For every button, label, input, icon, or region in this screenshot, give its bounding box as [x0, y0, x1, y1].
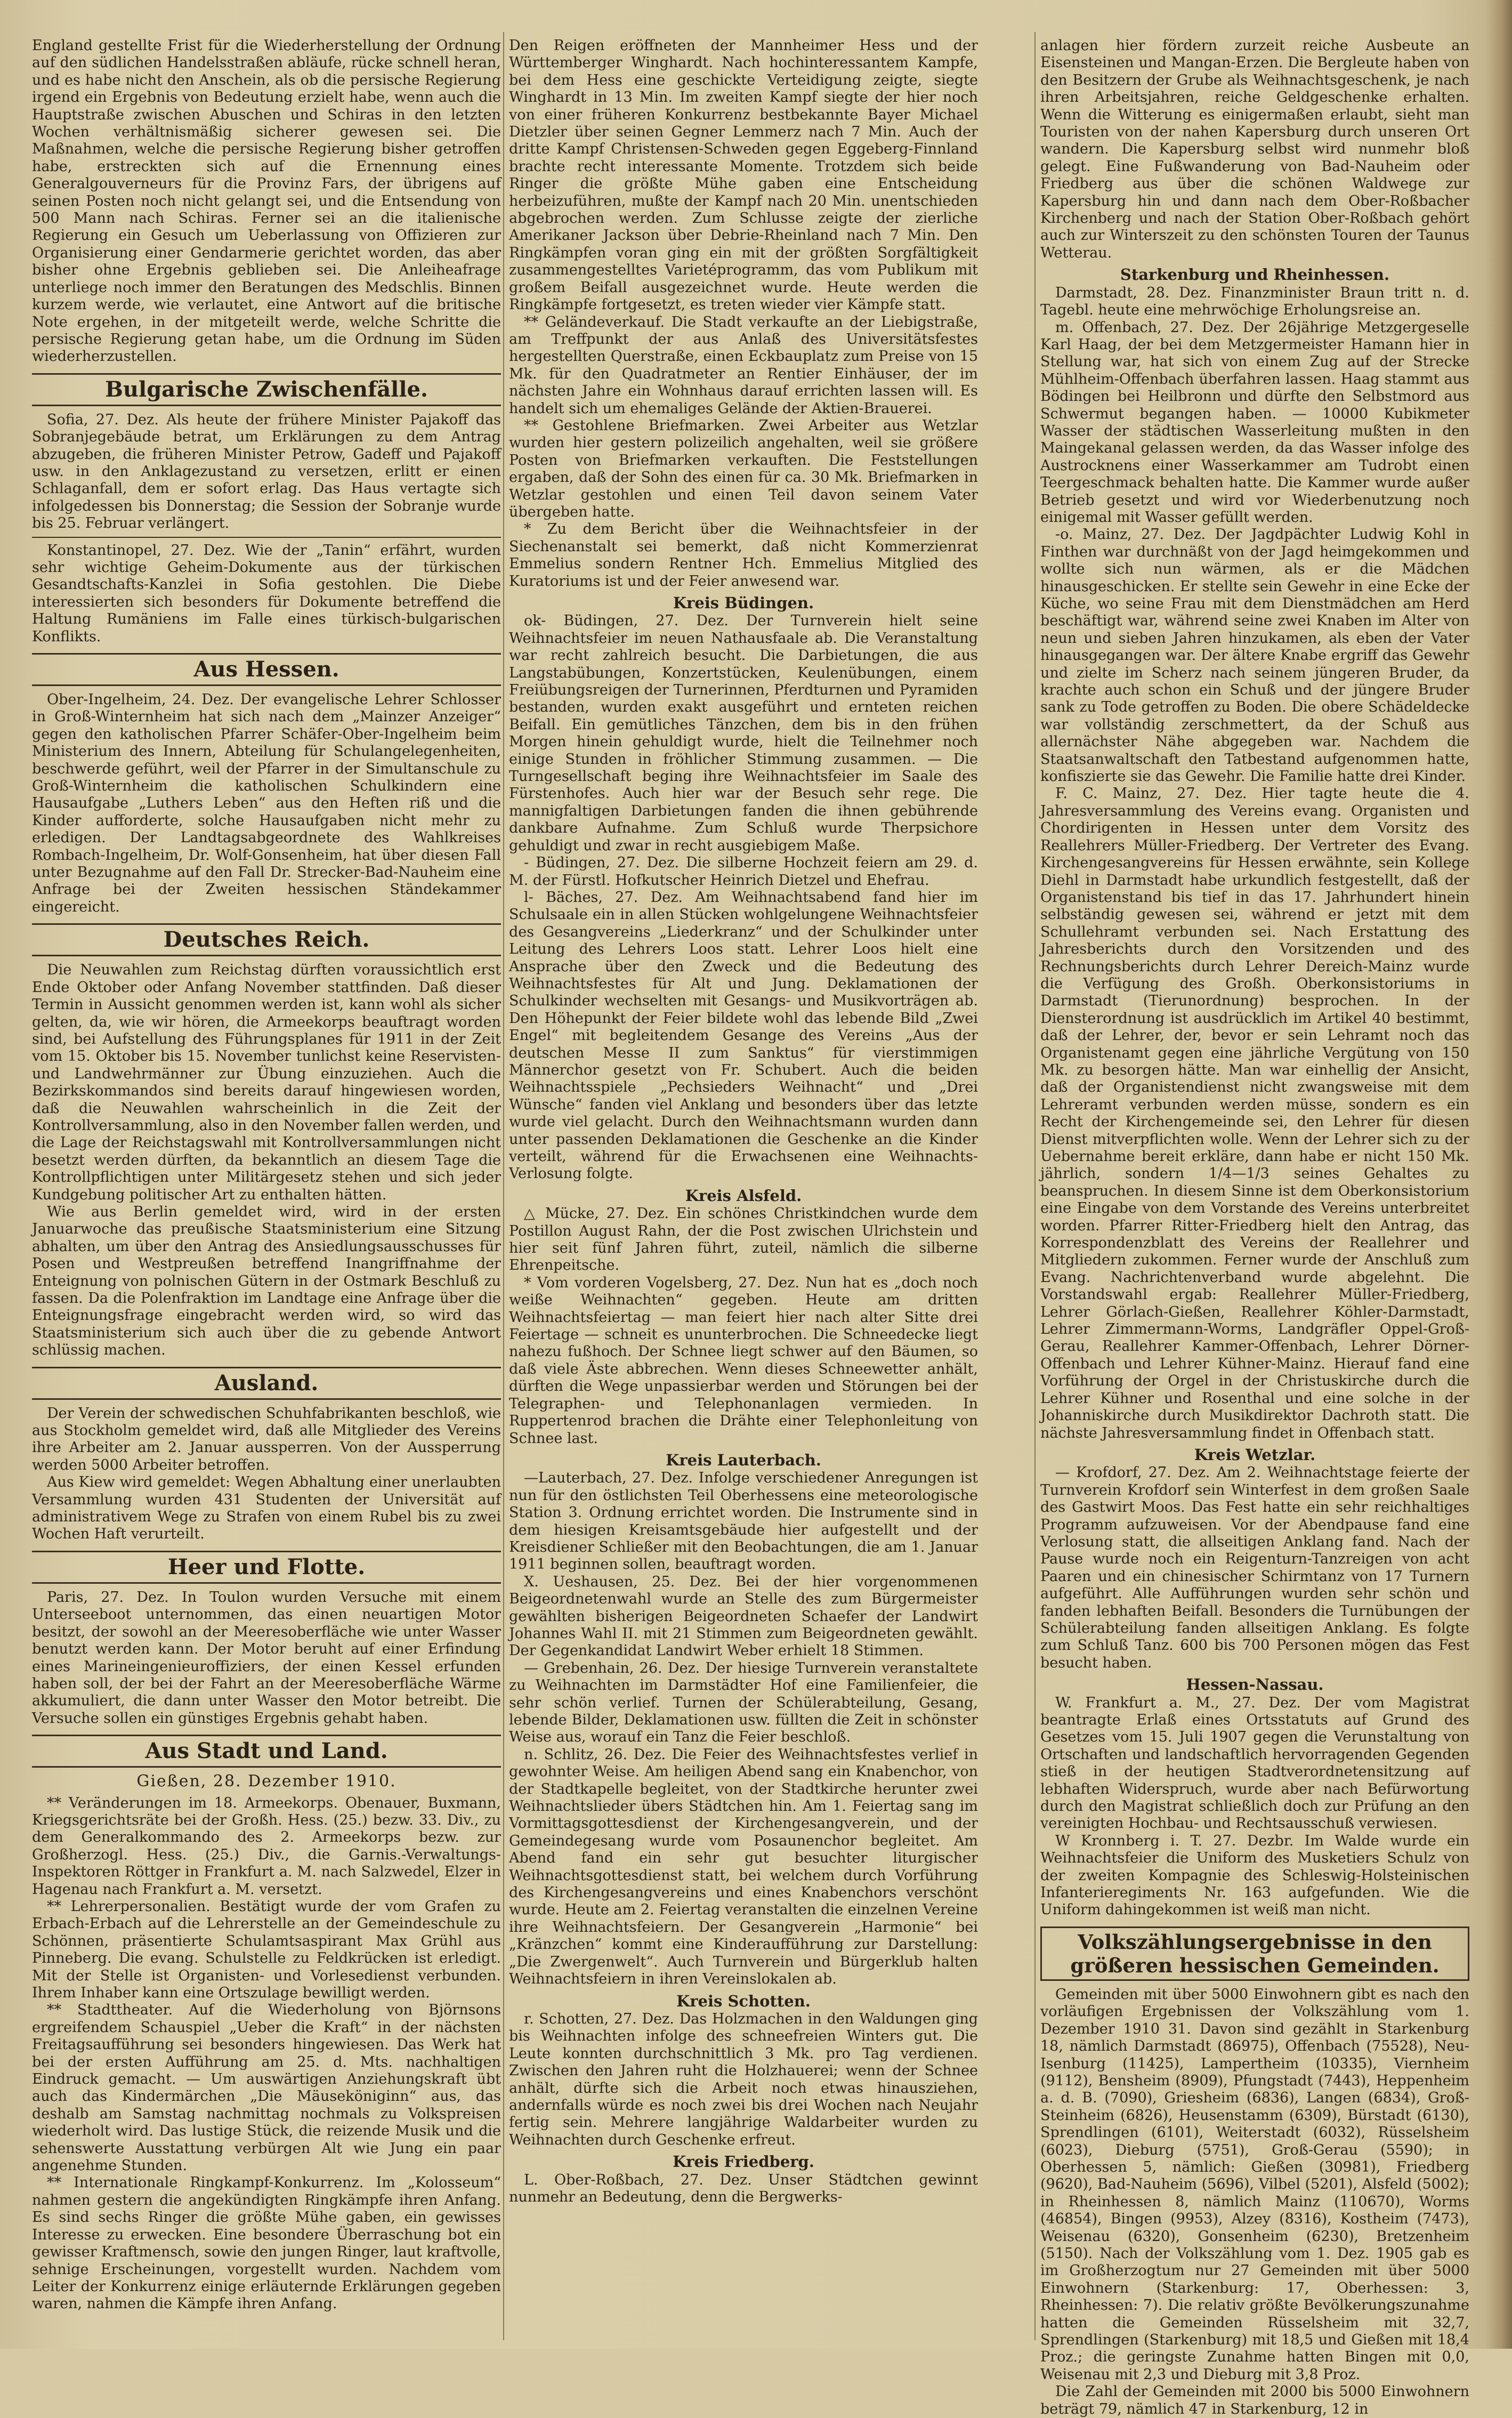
section-heading: Bulgarische Zwischenfälle.	[32, 373, 501, 406]
section-heading: Ausland.	[32, 1367, 501, 1400]
section-heading: Heer und Flotte.	[32, 1551, 501, 1584]
article-paragraph: ok- Büdingen, 27. Dez. Der Turnverein hielt seine Weihnachtsfeier im neuen Nathausfaale ab. Die Veranstaltung war recht zahlreich besucht. Die Darbietungen, die aus Langstabübungen, Konzertstücken, Keulenübungen, einem Freiübungsreigen der Turnerinnen, Pferdturnen und Pyramiden bestanden, wurden exakt ausgeführt und ernteten reichen Beifall. Ein gemütliches Tänzchen, dem bis in den frühen Morgen hinein gehuldigt wurde, hielt die Teilnehmer noch einige Stunden in fröhlicher Stimmung zusammen. — Die Turngesellschaft beging ihre Weihnachtsfeier im Saale des Fürstenhofes. Auch hier war der Besuch sehr rege. Die mannigfaltigen Darbietungen fanden die ihnen gebührende dankbare Aufnahme. Zum Schluß wurde Therpsichore gehuldigt und zwar in recht ausgiebigem Maße.	[509, 612, 978, 854]
article-paragraph: —Lauterbach, 27. Dez. Infolge verschiedener Anregungen ist nun für den östlichsten Teil Oberhessens eine meteorologische Station 3. Ordnung errichtet worden. Die Instrumente sind in dem hiesigen Kreisamtsgebäude hier aufgestellt und der Kreisdiener Schließer mit den Beobachtungen, die am 1. Januar 1911 beginnen sollen, beauftragt worden.	[509, 1470, 978, 1573]
article-paragraph: Den Reigen eröffneten der Mannheimer Hess und der Württemberger Winghardt. Nach hochinteressantem Kampfe, bei dem Hess eine geschickte Verteidigung zeigte, siegte Winghardt in 13 Min. Im zweiten Kampf siegte der hier noch von einer früheren Konkurrenz bestbekannte Bayer Michael Dietzler über seinen Gegner Lemmerz nach 7 Min. Auch der dritte Kampf Christensen-Schweden gegen Eggeberg-Finnland brachte recht interessante Momente. Trotzdem sich beide Ringer die größte Mühe gaben eine Entscheidung herbeizuführen, mußte der Kampf nach 20 Min. unentschieden abgebrochen werden. Zum Schlusse zeigte der zierliche Amerikaner Jackson über Debrie-Rheinland nach 7 Min. Den Ringkämpfen voran ging ein mit der größten Sorgfältigkeit zusammengestelltes Varietéprogramm, das vom Publikum mit großem Beifall ausgezeichnet wurde. Heute werden die Ringkämpfe fortgesetzt, es treten wieder vier Kämpfe statt.	[509, 37, 978, 313]
article-paragraph: Konstantinopel, 27. Dez. Wie der „Tanin“ erfährt, wurden sehr wichtige Geheim-Dokumente aus der türkischen Gesandtschafts-Kanzlei in Sofia gestohlen. Die Diebe interessierten sich besonders für Dokumente betreffend die Haltung Rumäniens im Falle eines türkisch-bulgarischen Konflikts.	[32, 542, 501, 645]
section-heading: Deutsches Reich.	[32, 923, 501, 956]
article-paragraph: * Zu dem Bericht über die Weihnachtsfeier in der Siechenanstalt sei bemerkt, daß nicht Kommerzienrat Emmelius sondern Rentner Hch. Emmelius Mitglied des Kuratoriums ist und der Feier anwesend war.	[509, 521, 978, 590]
article-paragraph: l- Bäches, 27. Dez. Am Weihnachtsabend fand hier im Schulsaale ein in allen Stücken wohlgelungene Weihnachtsfeier des Gesangvereins „Liederkranz“ und der Schulkinder unter Leitung des Lehrers Loos statt. Lehrer Loos hielt eine Ansprache über den Zweck und die Bedeutung des Weihnachtsfestes für Alt und Jung. Deklamationen der Schulkinder wechselten mit Gesangs- und Musikvorträgen ab. Den Höhepunkt der Feier bildete wohl das lebende Bild „Zwei Engel“ mit begleitendem Gesange des Vereins „Aus der deutschen Messe II zum Sanktus“ für vierstimmigen Männerchor gesetzt von Fr. Schubert. Auch die beiden Weihnachtsspiele „Pechsieders Weihnacht“ und „Drei Wünsche“ fanden viel Anklang und besonders über das letzte wurde viel gelacht. Durch den Weihnachtsmann wurden dann unter passenden Deklamationen die Geschenke an die Kinder verteilt, während für die Erwachsenen eine Weihnachts-Verlosung folgte.	[509, 889, 978, 1182]
article-paragraph: Ober-Ingelheim, 24. Dez. Der evangelische Lehrer Schlosser in Groß-Winternheim hat sich nach dem „Mainzer Anzeiger“ gegen den katholischen Pfarrer Schäfer-Ober-Ingelheim beim Ministerium des Innern, Abteilung für Schulangelegenheiten, beschwerde geführt, weil der Pfarrer in der Simultanschule zu Groß-Winternheim die katholischen Schulkindern eine Hausaufgabe „Luthers Leben“ aus den Heften riß und die Kinder aufforderte, solche Hausaufgaben nicht mehr zu erledigen. Der Landtagsabgeordnete des Wahlkreises Rombach-Ingelheim, Dr. Wolf-Gonsenheim, hat über diesen Fall unter Bezugnahme auf den Fall Dr. Strecker-Bad-Nauheim eine Anfrage bei der Zweiten hessischen Ständekammer eingereicht.	[32, 691, 501, 915]
article-paragraph: Gemeinden mit über 5000 Einwohnern gibt es nach den vorläufigen Ergebnissen der Volkszählung vom 1. Dezember 1910 31. Davon sind gezählt in Starkenburg 18, nämlich Darmstadt (86975), Offenbach (75528), Neu-Isenburg (11425), Lampertheim (10335), Viernheim (9112), Bensheim (8909), Pfungstadt (7443), Heppenheim a. d. B. (7090), Griesheim (6836), Langen (6834), Groß-Steinheim (6826), Heusenstamm (6309), Bürstadt (6130), Sprendlingen (6101), Weiterstadt (6032), Rüsselsheim (6023), Dieburg (5751), Groß-Gerau (5590); in Oberhessen 5, nämlich: Gießen (30981), Friedberg (9620), Bad-Nauheim (5696), Vilbel (5201), Alsfeld (5002); in Rheinhessen 8, nämlich Mainz (110670), Worms (46854), Bingen (9953), Alzey (8316), Kostheim (7473), Weisenau (6320), Gonsenheim (6230), Bretzenheim (5150). Nach der Volkszählung vom 1. Dez. 1905 gab es im Großherzogtum nur 27 Gemeinden mit über 5000 Einwohnern (Starkenburg: 17, Oberhessen: 3, Rheinhessen: 7). Die relativ größte Bevölkerungszunahme hatten die Gemeinden Rüsselsheim mit 32,7, Sprendlingen (Starkenburg) mit 18,5 und Gießen mit 18,4 Proz.; die geringste Zunahme hatten Bingen mit 0,0, Weisenau mit 2,3 und Dieburg mit 3,8 Proz.	[1040, 1986, 1469, 2383]
dateline: Gießen, 28. Dezember 1910.	[136, 1772, 397, 1791]
article-paragraph: Darmstadt, 28. Dez. Finanzminister Braun tritt n. d. Tagebl. heute eine mehrwöchige Erholungsreise an.	[1040, 284, 1469, 319]
article-paragraph: -o. Mainz, 27. Dez. Der Jagdpächter Ludwig Kohl in Finthen war durchnäßt von der Jagd heimgekommen und wollte sich nun wärmen, als er die Mädchen hinausgeschicken. Er stellte sein Gewehr in eine Ecke der Küche, wo seine Frau mit dem Dienstmädchen am Herd beschäftigt war, während seine zwei Knaben im Alter von neun und sieben Jahren hinzukamen, als eben der Vater hinausgegangen war. Der ältere Knabe ergriff das Gewehr und zielte im Scherz nach seinem jüngeren Bruder, da krachte auch schon ein Schuß und der jüngere Bruder sank zu Tode getroffen zu Boden. Die obere Schädeldecke war vollständig zerschmettert, da der Schuß aus allernächster Nähe abgegeben war. Nachdem die Staatsanwaltschaft den Tatbestand aufgenommen hatte, konfiszierte sie das Gewehr. Die Familie hatte drei Kinder.	[1040, 526, 1469, 785]
article-paragraph: Wie aus Berlin gemeldet wird, wird in der ersten Januarwoche das preußische Staatsministerium eine Sitzung abhalten, um über den Antrag des Ansiedlungsausschusses für Posen und Westpreußen betreffend Inangriffnahme der Enteignung von polnischen Gütern in der Ostmark Beschluß zu fassen. Da die Polenfraktion im Landtage eine Anfrage über die Enteignungsfrage eingebracht werden wird, so wird das Staatsministerium sich auch über die zu gebende Antwort schlüssig machen.	[32, 1203, 501, 1359]
district-heading: Kreis Wetzlar.	[1194, 1445, 1316, 1464]
article-paragraph: r. Schotten, 27. Dez. Das Holzmachen in den Waldungen ging bis Weihnachten infolge des schneefreien Winters gut. Die Leute konnten durchschnittlich 3 Mk. pro Tag verdienen. Zwischen den Jahren ruht die Holzhauerei; wenn der Schnee anhält, dürfte sich die Arbeit noch etwas hinausziehen, andernfalls würde es noch zwei bis drei Wochen nach Neujahr fertig sein. Mehrere langjährige Waldarbeiter wurden zu Weihnachten durch Geschenke erfreut.	[509, 2010, 978, 2148]
district-heading: Kreis Lauterbach.	[666, 1450, 821, 1469]
article-paragraph: ** Gestohlene Briefmarken. Zwei Arbeiter aus Wetzlar wurden hier gestern polizeilich angehalten, weil sie größere Posten von Briefmarken verkauften. Die Feststellungen ergaben, daß der Sohn des einen für ca. 30 Mk. Briefmarken in Wetzlar gestohlen und einen Teil davon seinem Vater übergeben hatte.	[509, 417, 978, 520]
article-paragraph: England gestellte Frist für die Wiederherstellung der Ordnung auf den südlichen Handelsstraßen abläufe, rücke schnell heran, und es habe nicht den Anschein, als ob die persische Regierung irgend ein Ergebnis von Bedeutung erzielt habe, wenn auch die Hauptstraße zwischen Abuschen und Schiras in den letzten Wochen verhältnismäßig sicherer gewesen sei. Die Maßnahmen, welche die persische Regierung bisher getroffen habe, erstreckten sich auf die Ernennung eines Generalgouverneurs für die Provinz Fars, der übrigens auf seinen Posten noch nicht gelangt sei, und die Entsendung von 500 Mann nach Schiras. Ferner sei an die italienische Regierung ein Gesuch um Ueberlassung von Offizieren zur Organisierung einer Gendarmerie gerichtet worden, das aber bisher ohne Ergebnis geblieben sei. Die Anleiheafrage unterliege noch immer den Beratungen des Medschlis. Binnen kurzem werde, wie verlautet, eine Antwort auf die britische Note ergehen, in der mitgeteilt werde, welche Schritte die persische Regierung getan habe, um die Ordnung im Süden wiederherzustellen.	[32, 37, 501, 365]
article-paragraph: Die Neuwahlen zum Reichstag dürften voraussichtlich erst Ende Oktober oder Anfang November stattfinden. Daß dieser Termin in Aussicht genommen werden ist, kann wohl als sicher gelten, da, wie wir hören, die Armeekorps beauftragt worden sind, bei Aufstellung des Führungsplanes für 1911 in der Zeit vom 15. Oktober bis 15. November tunlichst keine Reservisten- und Landwehrmänner zur Übung einzuziehen. Auch die Bezirkskommandos sind bereits darauf hingewiesen worden, daß die Neuwahlen wahrscheinlich in die Zeit der Kontrollversammlung, also in den November fallen werden, und die Lage der Reichstagswahl mit Kontrollversammlungen nicht besetzt werden dürften, da bekanntlich an diesem Tage die Kontrollpflichtigen unter Militärgesetz stehen und sich jeder Kundgebung politischer Art zu enthalten hätten.	[32, 962, 501, 1203]
page-edge-shadow	[1485, 0, 1512, 2349]
article-paragraph: — Grebenhain, 26. Dez. Der hiesige Turnverein veranstaltete zu Weihnachten im Darmstädter Hof eine Familienfeier, die sehr schön verlief. Turnen der Schülerabteilung, Gesang, lebende Bilder, Deklamationen usw. füllten die Zeit in schönster Weise aus, worauf ein Tanz die Feier beschloß.	[509, 1659, 978, 1746]
article-paragraph: Die Zahl der Gemeinden mit 2000 bis 5000 Einwohnern beträgt 79, nämlich 47 in Starkenburg, 12 in	[1040, 2383, 1469, 2417]
article-paragraph: W Kronnberg i. T. 27. Dezbr. Im Walde wurde ein Weihnachtsfeier die Uniform des Musketiers Schulz von der zweiten Kompagnie des Schleswig-Holsteinischen Infanterieregiments Nr. 163 aufgefunden. Wie die Uniform dahingekommen ist weiß man nicht.	[1040, 1832, 1469, 1919]
article-paragraph: Sofia, 27. Dez. Als heute der frühere Minister Pajakoff das Sobranjegebäude betrat, um Erklärungen zu dem Antrag abzugeben, die früheren Minister Petrow, Gadeff und Pajakoff usw. in den Anklagezustand zu versetzen, erlitt er einen Schlaganfall, dem er sofort erlag. Das Haus vertagte sich infolgedessen bis Donnerstag; die Session der Sobranje wurde bis 25. Februar verlängert.	[32, 411, 501, 532]
article-paragraph: anlagen hier fördern zurzeit reiche Ausbeute an Eisensteinen und Mangan-Erzen. Die Bergleute haben von den Besitzern der Grube als Weihnachtsgeschenk, je nach ihren Arbeitsjahren, reiche Geldgeschenke erhalten. Wenn die Witterung es einigermaßen erlaubt, sieht man Touristen von der nahen Kapersburg durch unseren Ort wandern. Die Kapersburg selbst wird nunmehr bloß gelegt. Eine Fußwanderung von Bad-Nauheim oder Friedberg aus über die schönen Waldwege zur Kapersburg hin und dann nach dem Ober-Roßbacher Kirchenberg und nach der Station Ober-Roßbach gehört auch zur Winterszeit zu den schönsten Touren der Taunus Wetterau.	[1040, 37, 1469, 261]
article-paragraph: Aus Kiew wird gemeldet: Wegen Abhaltung einer unerlaubten Versammlung wurden 431 Studenten der Universität auf administrativem Wege zu Strafen von einem Rubel bis zu zwei Wochen Haft verurteilt.	[32, 1474, 501, 1543]
column-1	[32, 37, 501, 2340]
article-paragraph: △ Mücke, 27. Dez. Ein schönes Christkindchen wurde dem Postillon August Rahn, der die Post zwischen Ulrichstein und hier seit fünf Jahren führt, zuteil, nämlich die silberne Ehrenpeitsche.	[509, 1205, 978, 1274]
column-rule-2	[1034, 32, 1036, 2340]
article-paragraph: Paris, 27. Dez. In Toulon wurden Versuche mit einem Unterseeboot unternommen, das einen neuartigen Motor besitzt, der sowohl an der Meeresoberfläche wie unter Wasser benutzt werden kann. Der Motor beruht auf einer Erfindung eines Marineingenieuroffiziers, der einen Kessel erfunden haben soll, der bei der Fahrt an der Meeresoberfläche Wärme akkumuliert, die dann unter Wasser den Motor betreibt. Die Versuche sollen ein günstiges Ergebnis gehabt haben.	[32, 1589, 501, 1727]
region-heading: Starkenburg und Rheinhessen.	[1120, 265, 1390, 284]
section-heading: Aus Hessen.	[32, 653, 501, 686]
region-heading: Hessen-Nassau.	[1186, 1675, 1324, 1694]
article-paragraph: - Büdingen, 27. Dez. Die silberne Hochzeit feiern am 29. d. M. der Fürstl. Hofkutscher Heinrich Dietzel und Ehefrau.	[509, 855, 978, 889]
article-paragraph: ** Veränderungen im 18. Armeekorps. Obenauer, Buxmann, Kriegsgerichtsräte bei der Großh. Hess. (25.) bezw. 33. Div., zu dem Generalkommando des 2. Armeekorps bezw. zur Großherzogl. Hess. (25.) Div., die Garnis.-Verwaltungs-Inspektoren Röttger in Frankfurt a. M. nach Salzwedel, Elzer in Hagenau nach Frankfurt a. M. versetzt.	[32, 1794, 501, 1898]
district-heading: Kreis Alsfeld.	[685, 1186, 802, 1205]
divider	[32, 537, 501, 538]
district-heading: Kreis Friedberg.	[673, 2153, 814, 2171]
district-heading: Kreis Büdingen.	[673, 594, 814, 612]
article-paragraph: ** Stadttheater. Auf die Wiederholung von Björnsons ergreifendem Schauspiel „Ueber die Kraft“ in der nächsten Freitagsaufführung sei besonders hingewiesen. Das Werk hat bei der ersten Aufführung am 25. d. Mts. nachhaltigen Eindruck gemacht. — Um auswärtigen Anziehungskraft übt auch das Kindermärchen „Die Mäuseköniginn“ aus, das deshalb am Samstag nachmittag nochmals zu Volkspreisen wiederholt wird. Das lustige Stück, die reizende Musik und die sehenswerte Ausstattung verbürgen Alt wie Jung ein paar angenehme Stunden.	[32, 2002, 501, 2174]
article-paragraph: ** Lehrerpersonalien. Bestätigt wurde der vom Grafen zu Erbach-Erbach auf die Lehrerstelle an der Gemeindeschule zu Schönnen, präsentierte Schulamtsaspirant Max Grühl aus Pinneberg. Die evang. Schulstelle zu Feldkrücken ist erledigt. Mit der Stelle ist Organisten- und Vorlesedienst verbunden. Ihrem Inhaber kann eine Ortszulage bewilligt werden.	[32, 1898, 501, 2001]
article-paragraph: F. C. Mainz, 27. Dez. Hier tagte heute die 4. Jahresversammlung des Vereins evang. Organisten und Chordirigenten in Hessen unter dem Vorsitz des Reallehrers Müller-Friedberg. Der Vertreter des Evang. Kirchengesangvereins für Hessen erwähnte, sein Kollege Diehl in Darmstadt habe urkundlich festgestellt, daß der Organistenstand bis tief in das 17. Jahrhundert hinein selbständig gewesen sei, während er jetzt mit dem Schullehramt verbunden sei. Nach Erstattung des Jahresberichts durch den Vorsitzenden und des Rechnungsberichts durch Lehrer Dereich-Mainz wurde die Verfügung des Großh. Oberkonsistoriums in Darmstadt (Tierunordnung) besprochen. In der Diensterordnung ist ausdrücklich im Artikel 40 bestimmt, daß der Lehrer, der, bevor er sein Lehramt noch das Organistenamt gegen eine jährliche Vergütung von 150 Mk. zu besorgen hätte. Man war einhellig der Ansicht, daß der Organistendienst nicht zwangsweise mit dem Lehreramt verbunden werden müsse, sondern es ein Recht der Kirchengemeinde sei, den Lehrer für diesen Dienst mitverpflichten wolle. Wenn der Lehrer sich zu der Uebernahme bereit erkläre, dann habe er nicht 150 Mk. jährlich, sondern 1/4—1/3 seines Gehaltes zu beanspruchen. In diesem Sinne ist dem Oberkonsistorium eine Eingabe von dem Vorstande des Vereins unterbreitet worden. Pfarrer Ritter-Friedberg hielt den Antrag, das Korrespondenzblatt des Vereins der Reallehrer und Mitgliedern zukommen. Ferner wurde der Anschluß zum Evang. Nachrichtenverband wurde abgelehnt. Die Vorstandswahl ergab: Reallehrer Müller-Friedberg, Lehrer Görlach-Gießen, Reallehrer Köhler-Darmstadt, Lehrer Zimmermann-Worms, Landgräfler Oppel-Groß-Gerau, Reallehrer Kammer-Offenbach, Lehrer Dörner-Offenbach und Lehrer Kühner-Mainz. Hierauf fand eine Vorführung der Orgel in der Christuskirche durch die Lehrer Kühner und Rosenthal und eine solche in der Johanniskirche durch Musikdirektor Dachroth statt. Die nächste Jahresversammlung findet in Offenbach statt.	[1040, 785, 1469, 1441]
column-2	[509, 37, 978, 2340]
district-heading: Kreis Schotten.	[676, 1992, 811, 2010]
article-paragraph: Der Verein der schwedischen Schuhfabrikanten beschloß, wie aus Stockholm gemeldet wird, daß alle Mitglieder des Vereins ihre Arbeiter am 2. Januar aussperren. Von der Aussperrung werden 5000 Arbeiter betroffen.	[32, 1405, 501, 1473]
article-paragraph: X. Ueshausen, 25. Dez. Bei der hier vorgenommenen Beigeordnetenwahl wurde an Stelle des zum Bürgermeister gewählten bisherigen Beigeordneten Schaefer der Landwirt Johannes Wahl II. mit 21 Stimmen zum Beigeordneten gewählt. Der Gegenkandidat Landwirt Weber erhielt 18 Stimmen.	[509, 1573, 978, 1659]
article-paragraph: ** Internationale Ringkampf-Konkurrenz. Im „Kolosseum“ nahmen gestern die angekündigten Ringkämpfe ihren Anfang. Es sind sechs Ringer die größte Mühe gaben, ein gewisses Interesse zu erwecken. Eine besondere Überraschung bot ein gewisser Kraftmensch, sowie den jungen Ringer, laut kraftvolle, sehnige Erscheinungen, vorgestellt wurden. Nachdem vom Leiter der Konkurrenz einige erläuternde Erklärungen gegeben waren, nahmen die Kämpfe ihren Anfang.	[32, 2174, 501, 2312]
article-paragraph: W. Frankfurt a. M., 27. Dez. Der vom Magistrat beantragte Erlaß eines Ortsstatuts auf Grund des Gesetzes vom 15. Juli 1907 gegen die Verunstaltung von Ortschaften und landschaftlich hervorragenden Gegenden stieß in der heutigen Stadtverordnetensitzung auf lebhaften Widerspruch, wurde aber nach Befürwortung durch den Magistrat schließlich doch zur Prüfung an den vereinigten Hochbau- und Rechtsausschuß verwiesen.	[1040, 1694, 1469, 1832]
article-paragraph: m. Offenbach, 27. Dez. Der 26jährige Metzgergeselle Karl Haag, der bei dem Metzgermeister Hamann hier in Stellung war, hat sich von einem Zug auf der Strecke Mühlheim-Offenbach überfahren lassen. Haag stammt aus Bödingen bei Heilbronn und dürfte den Selbstmord aus Schwermut begangen haben. — 10000 Kubikmeter Wasser der städtischen Wasserleitung mußten in den Maingekanal gelassen werden, da das Wasser infolge des Austrocknens einer Wasserkammer am Tudrobt einen Teergeschmack behalten hatte. Die Kammer wurde außer Betrieb gesetzt und wird vor Wiederbenutzung noch einigemal mit Wasser gefüllt werden.	[1040, 319, 1469, 526]
article-paragraph: * Vom vorderen Vogelsberg, 27. Dez. Nun hat es „doch noch weiße Weihnachten“ gegeben. Heute am dritten Weihnachtsfeiertag — man feiert hier nach alter Sitte drei Feiertage — schneit es ununterbrochen. Die Schneedecke liegt nahezu fußhoch. Der Schnee liegt schwer auf den Bäumen, so daß viele Äste abbrechen. Wenn dieses Schneewetter anhält, dürften die Wege unpassierbar werden und Störungen bei der Telegraphen- und Telephonanlagen vermieden. In Ruppertenrod brachen die Drähte einer Telephonleitung von Schnee last.	[509, 1274, 978, 1447]
boxed-headline: Volkszählungsergebnisse in den größeren hessischen Gemeinden.	[1040, 1927, 1469, 1981]
column-rule-1	[503, 32, 504, 2340]
column-3	[1040, 37, 1469, 2417]
article-paragraph: ** Geländeverkauf. Die Stadt verkaufte an der Liebigstraße, am Treffpunkt der aus Anlaß des Universitätsfestes hergestellten Querstraße, einen Eckbauplatz zum Preise von 15 Mk. für den Quadratmeter an Rentier Einhäuser, der im nächsten Jahre ein Wohnhaus darauf errichten lassen will. Es handelt sich um ehemaliges Gelände der Aktien-Brauerei.	[509, 313, 978, 417]
article-paragraph: L. Ober-Roßbach, 27. Dez. Unser Städtchen gewinnt nunmehr an Bedeutung, denn die Bergwerks-	[509, 2171, 978, 2205]
section-heading: Aus Stadt und Land.	[32, 1735, 501, 1768]
article-paragraph: n. Schlitz, 26. Dez. Die Feier des Weihnachtsfestes verlief in gewohnter Weise. Am heiligen Abend sang ein Knabenchor, von der Stadtkapelle begleitet, von der Stadtkirche herunter zwei Weihnachtslieder übers Städtchen hin. Am 1. Feiertag sang im Vormittagsgottesdienst der Kirchengesangverein, und der Gemeindegesang wurde vom Posaunenchor begleitet. Am Abend fand ein sehr gut besuchter liturgischer Weihnachtsgottesdienst statt, bei welchem durch Vorführung des Kirchengesangvereins und eines Knabenchors verschönt wurde. Heute am 2. Feiertag veranstalten die einzelnen Vereine ihre Weihnachtsfeiern. Der Gesangverein „Harmonie“ bei „Kränzchen“ kommt eine Kinderaufführung zur Darstellung: „Die Zwergenwelt“. Auch Turnverein und Bürgerklub halten Weihnachtsfeiern in ihren Vereinslokalen ab.	[509, 1746, 978, 1988]
article-paragraph: — Krofdorf, 27. Dez. Am 2. Weihnachtstage feierte der Turnverein Krofdorf sein Winterfest in dem großen Saale des Gastwirt Moos. Das Fest hatte ein sehr reichhaltiges Programm aufzuweisen. Vor der Abendpause fand eine Verlosung statt, die allseitigen Anklang fand. Nach der Pause wurde noch ein Reigenturn-Tanzreigen von acht Paaren und ein chinesischer Schirmtanz von 17 Turnern aufgeführt. Alle Aufführungen wurden sehr schön und fanden lebhaften Beifall. Besonders die Turnübungen der Schülerabteilung fanden allseitigen Anklang. Es folgte zum Schluß Tanz. 600 bis 700 Personen mögen das Fest besucht haben.	[1040, 1464, 1469, 1671]
